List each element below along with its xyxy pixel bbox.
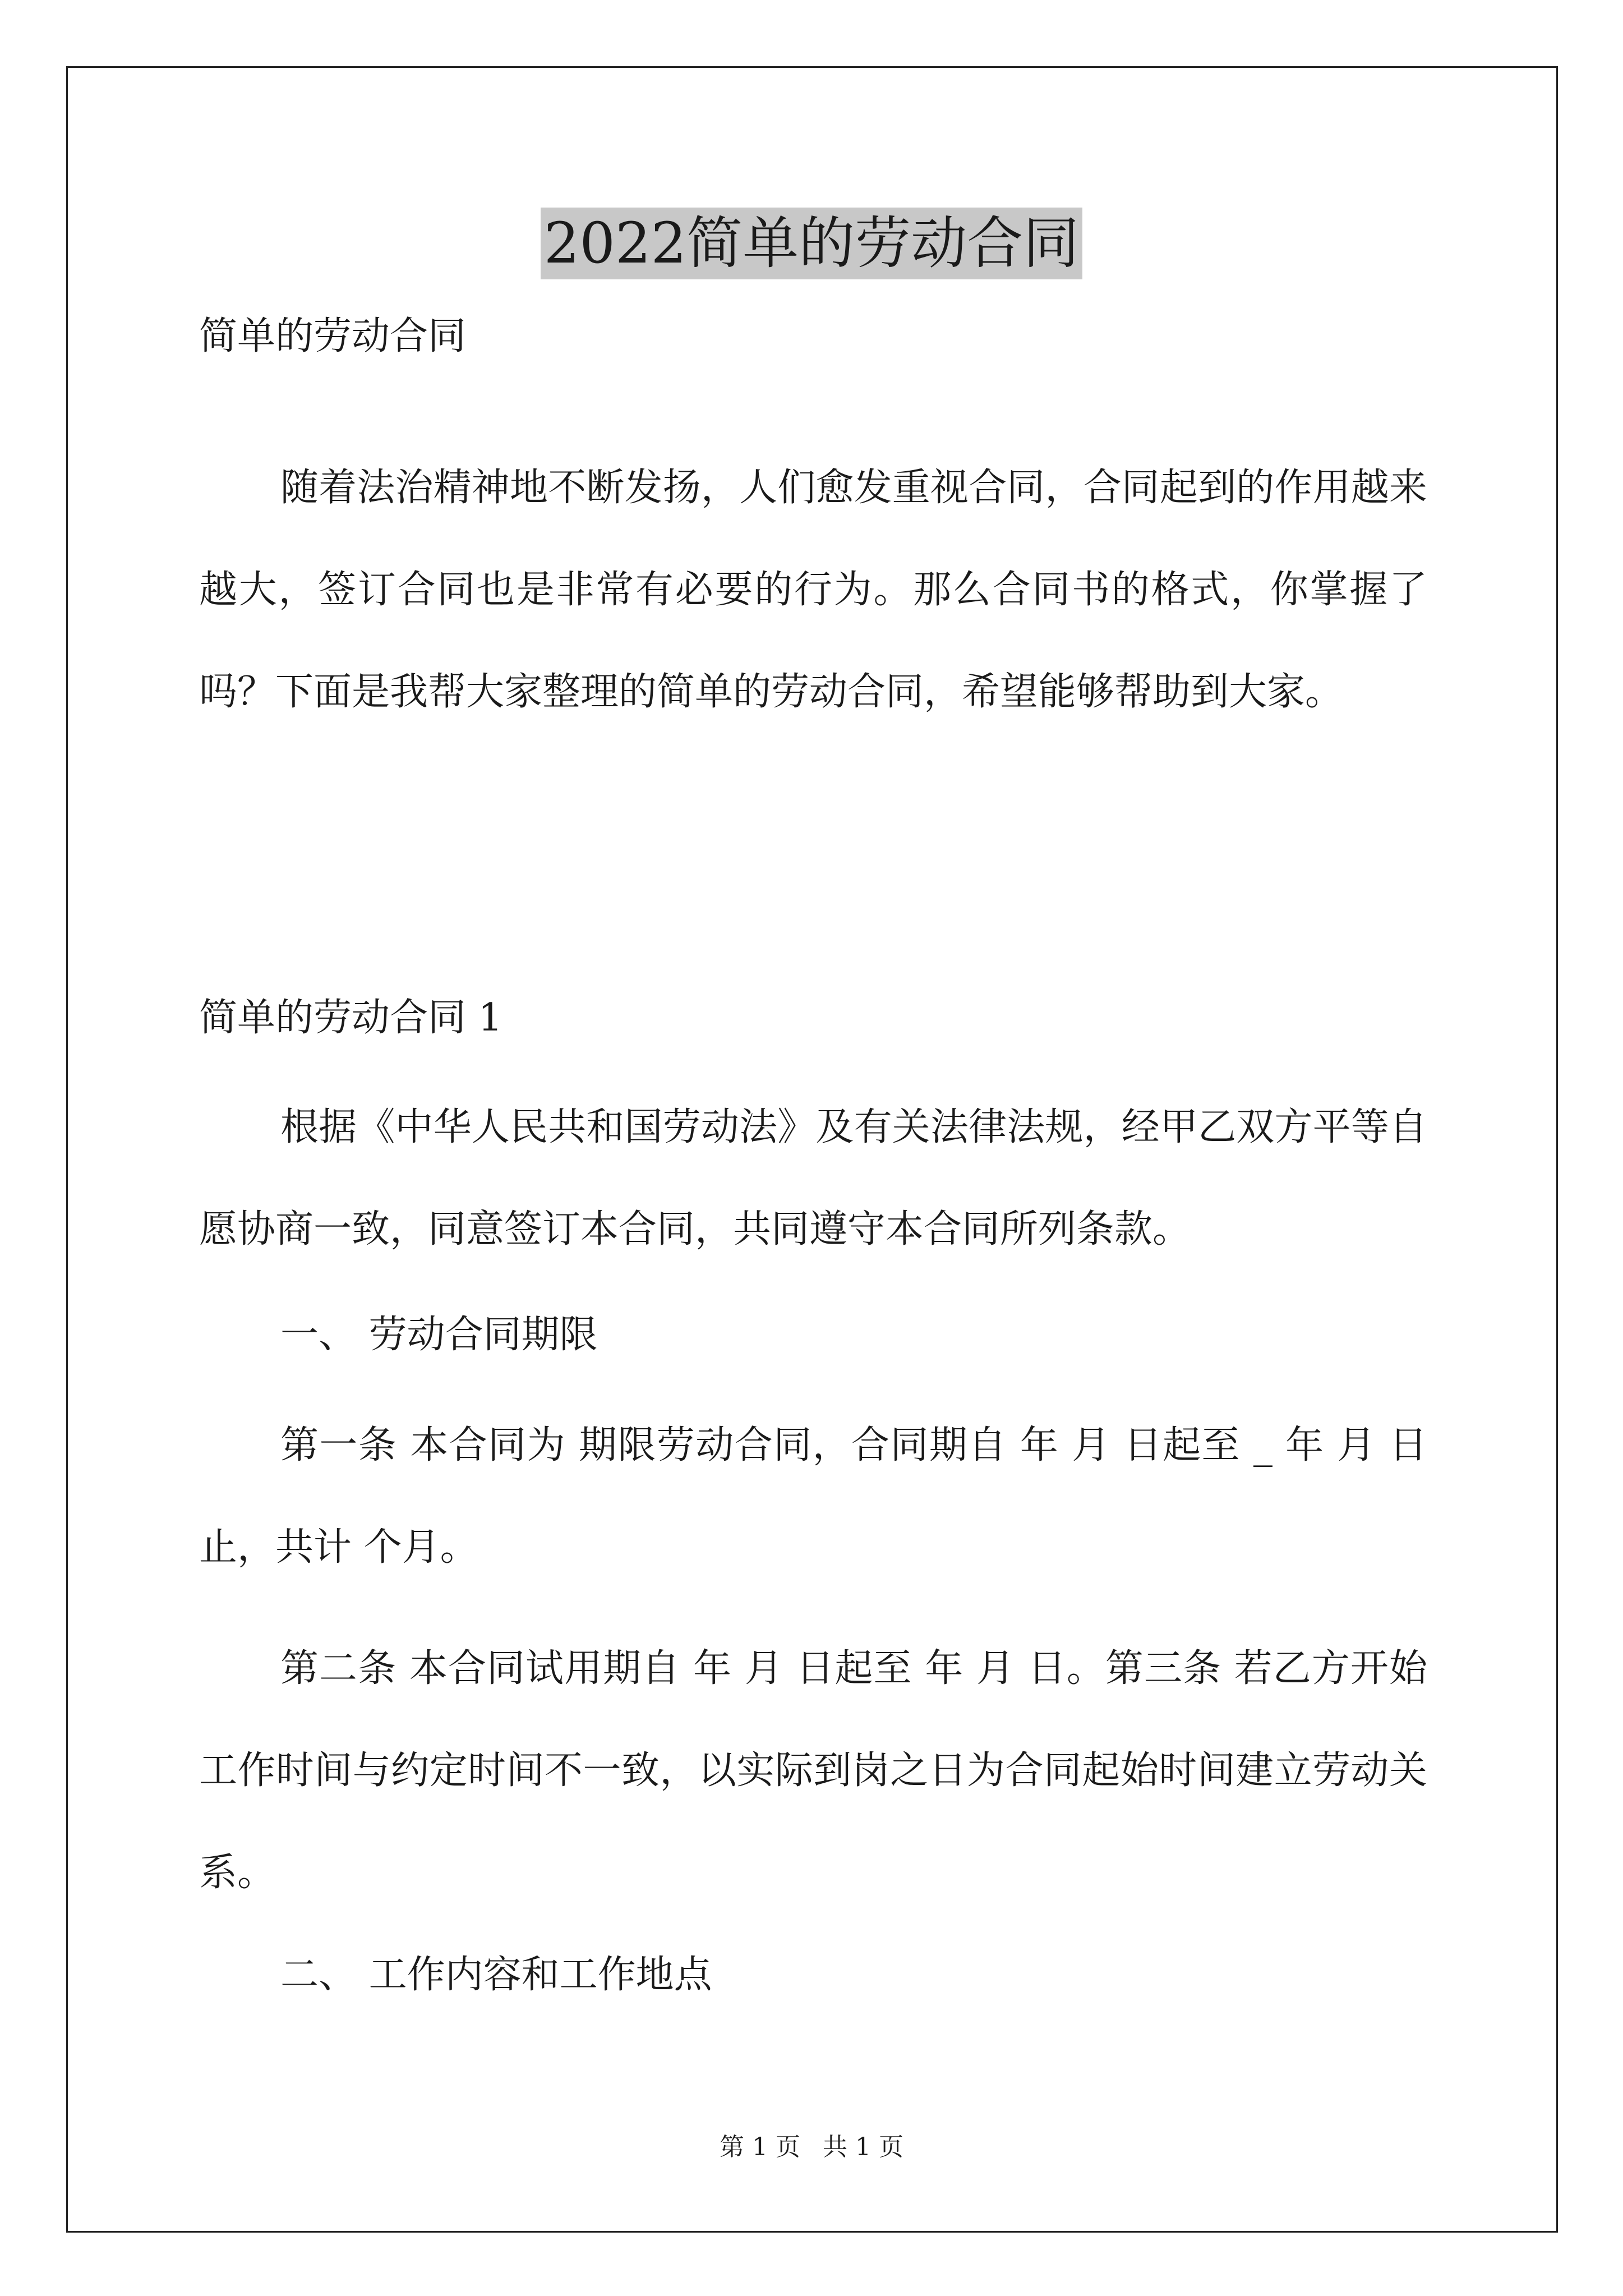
heading-work-content: 二、 工作内容和工作地点 bbox=[280, 1953, 712, 1997]
page-footer bbox=[0, 2132, 1623, 2163]
article-one-paragraph: 第一条 本合同为 期限劳动合同，合同期自 年 月 日起至 _ 年 月 日止，共计 个月。 bbox=[199, 1423, 1427, 1570]
intro-paragraph: 随着法治精神地不断发扬，人们愈发重视合同，合同起到的作用越来越大，签订合同也是非常有必要的行为。那么合同书的格式，你掌握了吗？下面是我帮大家整理的简单的劳动合同，希望能够帮助到大家。 bbox=[199, 466, 1427, 714]
document-title: 2022简单的劳动合同 bbox=[541, 208, 1083, 279]
document-title-wrapper bbox=[0, 208, 1623, 279]
heading-contract-term: 一、 劳动合同期限 bbox=[280, 1313, 598, 1357]
page-total: 共 1 页 bbox=[823, 2133, 903, 2161]
page-number: 第 1 页 bbox=[720, 2133, 800, 2161]
basis-paragraph: 根据《中华人民共和国劳动法》及有关法律法规，经甲乙双方平等自愿协商一致，同意签订本合同，共同遵守本合同所列条款。 bbox=[199, 1105, 1427, 1251]
article-two-three-paragraph: 第二条 本合同试用期自 年 月 日起至 年 月 日。第三条 若乙方开始工作时间与约定时间不一致，以实际到岗之日为合同起始时间建立劳动关系。 bbox=[199, 1646, 1427, 1895]
section-heading: 简单的劳动合同 1 bbox=[199, 996, 502, 1040]
document-subtitle: 简单的劳动合同 bbox=[199, 314, 467, 358]
